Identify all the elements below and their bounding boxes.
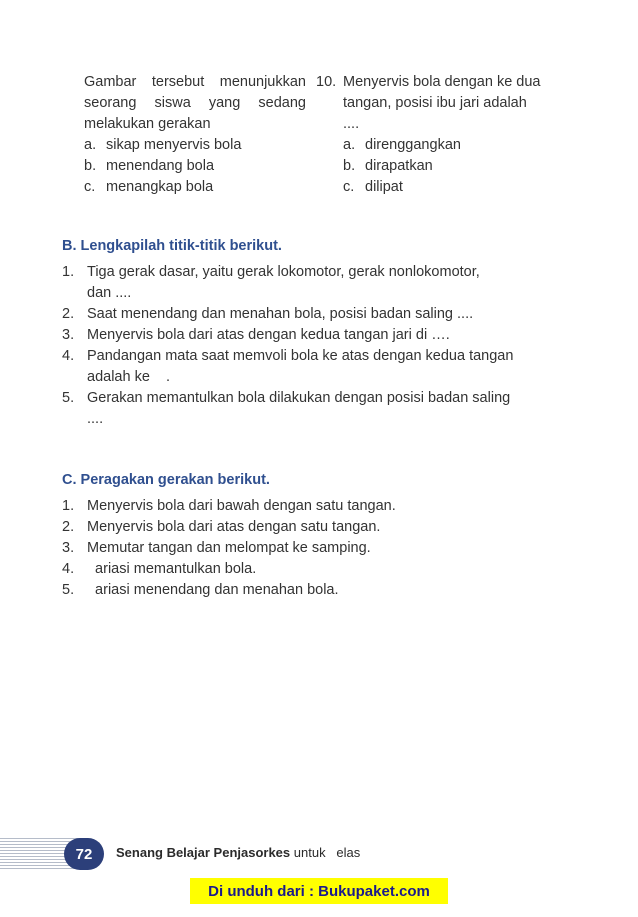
section-b [62,236,562,430]
question-10-line1 [316,72,560,93]
question-9-block [84,72,306,198]
option-c [84,177,306,198]
list-item [62,388,562,430]
option-text: menendang bola [106,158,215,174]
item-text: Menyervis bola dari atas dengan kedua tangan jari di …. [87,327,450,343]
section-c [62,470,562,601]
item-text: ariasi menendang dan menahan bola. [87,582,339,598]
list-item [62,538,562,559]
download-text: Di unduh dari : Bukupaket.com [208,882,430,900]
footer-book-title [116,845,360,860]
option-a [316,135,560,156]
item-number: 4. [62,561,75,577]
item-text: Menyervis bola dari atas dengan satu tangan. [87,519,381,535]
option-b [84,156,306,177]
question-9-text: Gambar tersebut menunjukkan seorang siswa yang sedang melakukan gerakan [84,74,306,132]
question-10-line3: .... [343,116,360,132]
list-item [62,496,562,517]
section-b-heading: B. Lengkapilah titik-titik berikut. [62,238,282,254]
item-text: ariasi memantulkan bola. [87,561,257,577]
item-number: 3. [62,327,75,343]
item-continuation: dan .... [87,285,132,301]
section-c-heading: C. Peragakan gerakan berikut. [62,472,270,488]
option-letter: a. [84,137,97,153]
item-number: 1. [62,498,75,514]
item-number: 2. [62,306,75,322]
item-number: 4. [62,348,75,364]
question-10-block [316,72,560,198]
item-number: 2. [62,519,75,535]
item-continuation: adalah ke . [87,369,171,385]
list-item [62,304,562,325]
option-letter: c. [343,179,355,195]
item-text: Tiga gerak dasar, yaitu gerak lokomotor, gerak nonlokomotor, [87,264,480,280]
option-text: sikap menyervis bola [106,137,242,153]
option-letter: b. [343,158,356,174]
download-source-banner [190,878,448,904]
option-text: direnggangkan [365,137,461,153]
option-text: dirapatkan [365,158,433,174]
question-text: Menyervis bola dengan ke dua [343,74,541,90]
item-number: 5. [62,390,75,406]
item-text: Pandangan mata saat memvoli bola ke atas dengan kedua tangan [87,348,514,364]
list-item [62,325,562,346]
book-title: Senang Belajar Penjasorkes [116,845,291,860]
item-number: 1. [62,264,75,280]
item-number: 3. [62,540,75,556]
option-text: dilipat [365,179,403,195]
item-text: Gerakan memantulkan bola dilakukan dengan posisi badan saling [87,390,511,406]
option-letter: a. [343,137,356,153]
option-letter: c. [84,179,96,195]
list-item [62,346,562,388]
item-number: 5. [62,582,75,598]
item-text: Saat menendang dan menahan bola, posisi badan saling .... [87,306,474,322]
option-a [84,135,306,156]
option-b [316,156,560,177]
list-item [62,559,562,580]
item-continuation: .... [87,411,104,427]
question-10-line2: tangan, posisi ibu jari adalah [343,95,527,111]
item-text: Memutar tangan dan melompat ke samping. [87,540,371,556]
item-text: Menyervis bola dari bawah dengan satu tangan. [87,498,396,514]
list-item [62,262,562,304]
option-text: menangkap bola [106,179,214,195]
book-suffix: untuk elas [293,845,361,860]
page-number-badge [64,838,104,870]
list-item [62,580,562,601]
question-number: 10. [316,74,337,90]
list-item [62,517,562,538]
option-letter: b. [84,158,97,174]
page-number: 72 [75,845,93,863]
option-c [316,177,560,198]
